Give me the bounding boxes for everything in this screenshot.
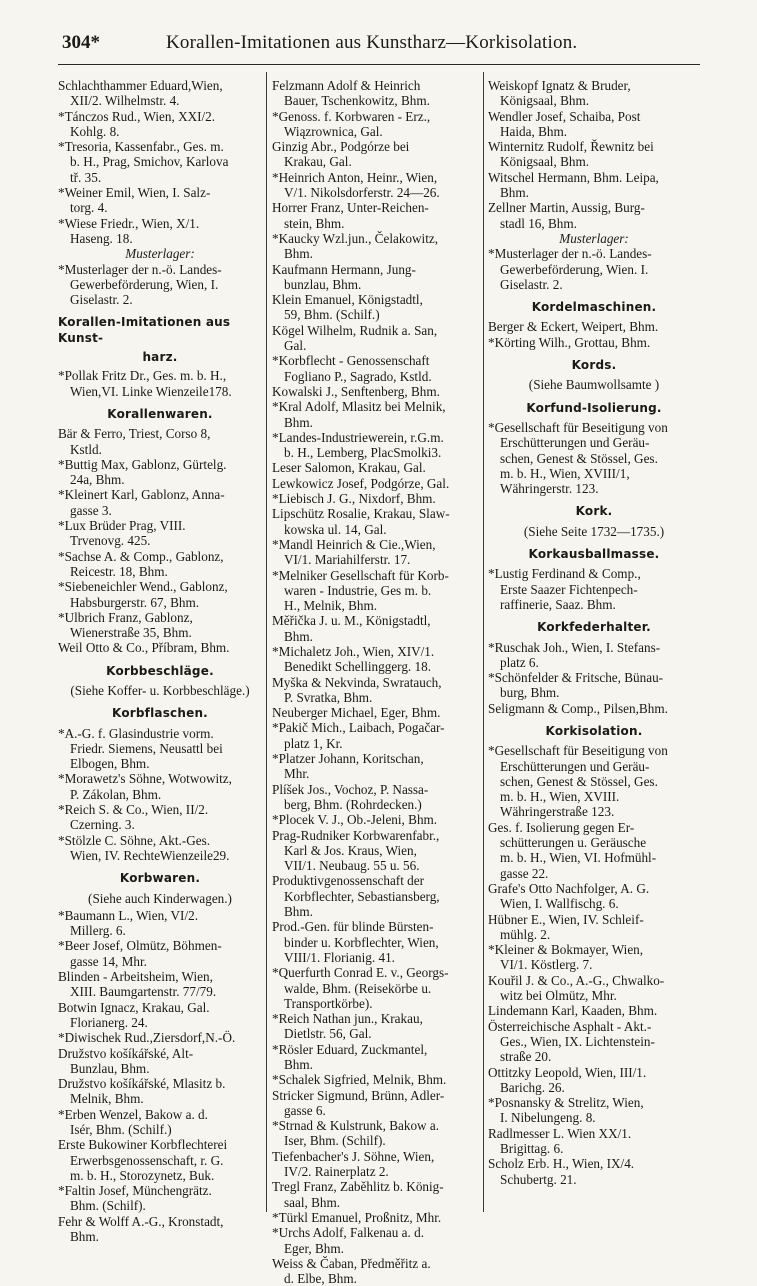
entry-line: Horrer Franz, Unter-Reichen- [272, 200, 429, 216]
entry-continuation-line: Eger, Bhm. [284, 1240, 344, 1256]
entry-line: Hübner E., Wien, IV. Schleif- [488, 911, 644, 927]
entry-continuation-line: H., Melnik, Bhm. [284, 598, 378, 614]
entry-continuation-line: Königsaal, Bhm. [500, 93, 590, 109]
entry-continuation-line: Millerg. 6. [70, 923, 126, 939]
entry-continuation-line: mühlg. 2. [500, 926, 551, 942]
entry-continuation-line: binder u. Korbflechter, Wien, [284, 934, 439, 950]
cross-reference-note: (Siehe auch Kinderwagen.) [88, 890, 232, 906]
entry-line: *Querfurth Conrad E. v., Georgs- [272, 965, 449, 981]
entry-line: Stricker Sigmund, Brünn, Adler- [272, 1087, 445, 1103]
entry-continuation-line: schen, Genest & Stössel, Ges. [500, 773, 658, 789]
entry-line: Erste Bukowiner Korbflechterei [58, 1137, 228, 1153]
entry-line: Klein Emanuel, Königstadtl, [272, 292, 423, 308]
entry-line: Schlachthammer Eduard,Wien, [58, 78, 223, 93]
entry-continuation-line: Erschütterungen und Geräu- [500, 758, 650, 774]
entry-line: Weiskopf Ignatz & Bruder, [488, 78, 631, 93]
entry-line: *Beer Josef, Olmütz, Böhmen- [58, 938, 222, 954]
column-middle [272, 78, 480, 1286]
entry-line: Kouřil J. & Co., A.-G., Chwalko- [488, 972, 665, 988]
entry-continuation-line: straße 20. [500, 1049, 552, 1065]
entry-continuation-line: 24a, Bhm. [70, 472, 125, 488]
entry-line: Zellner Martin, Aussig, Burg- [488, 200, 645, 216]
entry-line: Měřička J. u. M., Königstadtl, [272, 613, 431, 629]
entry-line: *Tresoria, Kassenfabr., Ges. m. [58, 139, 224, 155]
entry-line: *Musterlager der n.-ö. Landes- [488, 246, 652, 262]
entry-line: *Türkl Emanuel, Proßnitz, Mhr. [272, 1209, 442, 1225]
entry-continuation-line: b. H., Prag, Smichov, Karlova [70, 154, 229, 170]
entry-line: Scholz Erb. H., Wien, IX/4. [488, 1156, 635, 1172]
entry-line: Wendler Josef, Schaiba, Post [488, 108, 641, 124]
entry-continuation-line: torg. 4. [70, 200, 108, 216]
entry-line: Österreichische Asphalt - Akt.- [488, 1018, 652, 1034]
entry-line: *Rösler Eduard, Zuckmantel, [272, 1041, 428, 1057]
entry-line: *Lustig Ferdinand & Comp., [488, 566, 641, 582]
subsection-label: Musterlager: [125, 246, 195, 262]
entry-continuation-line: platz 1, Kr. [284, 735, 343, 751]
entry-continuation-line: m. b. H., Wien, XVIII. [500, 789, 620, 805]
entry-continuation-line: Dietlstr. 56, Gal. [284, 1026, 372, 1042]
entry-line: Grafe's Otto Nachfolger, A. G. [488, 880, 650, 896]
entry-continuation-line: stadl 16, Bhm. [500, 215, 577, 231]
entry-continuation-line: VI/1. Köstlerg. 7. [500, 957, 593, 973]
entry-continuation-line: IV/2. Rainerplatz 2. [284, 1164, 389, 1180]
entry-continuation-line: P. Zákolan, Bhm. [70, 786, 162, 802]
entry-continuation-line: Trvenovg. 425. [70, 533, 151, 549]
entry-continuation-line: Wiązrownica, Gal. [284, 123, 383, 139]
entry-line: Winternitz Rudolf, Řewnitz bei [488, 139, 654, 155]
entry-line: Ginzig Abr., Podgórze bei [272, 139, 410, 155]
entry-continuation-line: Mhr. [284, 766, 310, 782]
entry-continuation-line: Bhm. [70, 1229, 99, 1245]
entry-continuation-line: Krakau, Gal. [284, 154, 352, 170]
entry-line: *Pollak Fritz Dr., Ges. m. b. H., [58, 368, 227, 384]
entry-line: Prag-Rudniker Korbwarenfabr., [272, 827, 440, 843]
entry-line: *Stölzle C. Söhne, Akt.-Ges. [58, 832, 211, 848]
entry-continuation-line: Czerning. 3. [70, 817, 135, 833]
entry-continuation-line: waren - Industrie, Ges m. b. [284, 582, 432, 598]
entry-continuation-line: Reicestr. 18, Bhm. [70, 563, 168, 579]
entry-continuation-line: 59, Bhm. (Schilf.) [284, 307, 380, 323]
entry-continuation-line: berg, Bhm. (Rohrdecken.) [284, 796, 422, 812]
entry-line: *Platzer Johann, Koritschan, [272, 751, 424, 767]
entry-line: *Körting Wilh., Grottau, Bhm. [488, 334, 651, 350]
entry-continuation-line: Kstld. [70, 441, 102, 457]
section-heading: Korbflaschen. [112, 706, 208, 721]
entry-line: Leser Salomon, Krakau, Gal. [272, 460, 426, 476]
entry-line: *Posnansky & Strelitz, Wien, [488, 1095, 644, 1111]
section-heading: Kork. [575, 504, 613, 519]
entry-line: Myška & Nekvinda, Swratauch, [272, 674, 442, 690]
entry-continuation-line: Korbflechter, Sebastiansberg, [284, 888, 440, 904]
entry-continuation-line: Bhm. [284, 414, 313, 430]
entry-continuation-line: Friedr. Siemens, Neusattl bei [70, 740, 223, 756]
entry-continuation-line: m. b. H., Wien, VI. Hofmühl- [500, 850, 657, 866]
entry-continuation-line: schen, Genest & Stössel, Ges. [500, 450, 658, 466]
entry-continuation-line: gasse 14, Mhr. [70, 953, 147, 969]
cross-reference-note: (Siehe Koffer- u. Korbbeschläge.) [70, 682, 250, 698]
entry-continuation-line: I. Nibelungeng. 8. [500, 1110, 596, 1126]
entry-line: *Kral Adolf, Mlasitz bei Melnik, [272, 399, 446, 415]
header-rule [58, 64, 700, 65]
entry-line: Ottitzky Leopold, Wien, III/1. [488, 1064, 647, 1080]
entry-continuation-line: Brigittag. 6. [500, 1141, 564, 1156]
entry-line: *Michaletz Joh., Wien, XIV/1. [272, 643, 435, 659]
entry-continuation-line: Schubertg. 21. [500, 1171, 577, 1187]
entry-continuation-line: Wien, IV. RechteWienzeile29. [70, 847, 230, 863]
entry-line: *Liebisch J. G., Nixdorf, Bhm. [272, 491, 436, 507]
entry-continuation-line: Habsburgerstr. 67, Bhm. [70, 594, 200, 610]
entry-line: Neuberger Michael, Eger, Bhm. [272, 705, 441, 721]
entry-line: *Sachse A. & Comp., Gablonz, [58, 548, 224, 564]
entry-line: *Buttig Max, Gablonz, Gürtelg. [58, 456, 227, 472]
entry-continuation-line: Haseng. 18. [70, 230, 133, 246]
entry-continuation-line: VII/1. Neubaug. 55 u. 56. [284, 858, 420, 874]
entry-line: *Plocek V. J., Ob.-Jeleni, Bhm. [272, 812, 438, 828]
entry-continuation-line: Fogliano P., Sagrado, Kstld. [284, 368, 432, 384]
entry-continuation-line: gasse 22. [500, 865, 549, 881]
entry-line: Weiss & Čaban, Předměřitz a. [272, 1255, 431, 1271]
entry-line: *Musterlager der n.-ö. Landes- [58, 261, 222, 277]
entry-continuation-line: Wien,VI. Linke Wienzeile178. [70, 383, 232, 399]
entry-line: *Faltin Josef, Münchengrätz. [58, 1183, 212, 1199]
entry-continuation-line: gasse 6. [284, 1102, 326, 1118]
entry-line: Družstvo košíkářské, Mlasitz b. [58, 1076, 226, 1092]
entry-continuation-line: Giselastr. 2. [500, 276, 563, 292]
entry-line: *Genoss. f. Korbwaren - Erz., [272, 108, 431, 124]
entry-line: *Kaucky Wzl.jun., Čelakowitz, [272, 230, 439, 246]
entry-continuation-line: P. Svratka, Bhm. [284, 689, 373, 705]
page-title: Korallen-Imitationen aus Kunstharz—Korkisolation. [166, 32, 578, 53]
entry-line: Lindemann Karl, Kaaden, Bhm. [488, 1003, 658, 1019]
entry-line: Tregl Franz, Zaběhlitz b. König- [272, 1179, 444, 1195]
section-heading: Korallen-Imitationen aus Kunst- [58, 315, 231, 345]
entry-line: *Morawetz's Söhne, Wotwowitz, [58, 771, 232, 787]
entry-continuation-line: Isér, Bhm. (Schilf.) [70, 1122, 172, 1137]
entry-line: Kaufmann Hermann, Jung- [272, 261, 416, 277]
section-heading: Korkisolation. [545, 723, 643, 738]
entry-continuation-line: Florianerg. 24. [70, 1014, 148, 1030]
entry-continuation-line: Iser, Bhm. (Schilf). [284, 1133, 386, 1149]
entry-continuation-line: m. b. H., Wien, XVIII/1, [500, 465, 630, 481]
entry-continuation-line: Währingerstraße 123. [500, 804, 615, 820]
entry-continuation-line: m. b. H., Storozynetz, Buk. [70, 1167, 215, 1183]
section-heading: Korkfederhalter. [537, 620, 651, 635]
entry-continuation-line: Bhm. [284, 628, 313, 644]
entry-continuation-line: platz 6. [500, 654, 539, 670]
entry-continuation-line: Karl & Jos. Kraus, Wien, [284, 842, 417, 858]
entry-line: *Kleinert Karl, Gablonz, Anna- [58, 487, 225, 503]
entry-continuation-line: tř. 35. [70, 169, 102, 185]
entry-line: *Mandl Heinrich & Cie.,Wien, [272, 536, 436, 552]
entry-continuation-line: V/1. Nikolsdorferstr. 24—26. [284, 185, 440, 201]
entry-line: Seligmann & Comp., Pilsen,Bhm. [488, 700, 668, 716]
entry-continuation-line: Gewerbeförderung, Wien, I. [70, 276, 219, 292]
entry-continuation-line: Königsaal, Bhm. [500, 154, 590, 170]
entry-continuation-line: Währingerstr. 123. [500, 481, 599, 497]
entry-line: *Tánczos Rud., Wien, XXI/2. [58, 108, 216, 124]
cross-reference-note: (Siehe Baumwollsamte ) [528, 377, 660, 393]
entry-line: *Strnad & Kulstrunk, Bakow a. [272, 1118, 440, 1134]
entry-continuation-line: VIII/1. Florianig. 41. [284, 949, 395, 965]
entry-continuation-line: Giselastr. 2. [70, 292, 133, 308]
section-heading: Korfund-Isolierung. [526, 400, 662, 415]
entry-continuation-line: XII/2. Wilhelmstr. 4. [70, 93, 180, 109]
entry-line: *Weiner Emil, Wien, I. Salz- [58, 185, 211, 201]
entry-line: *Reich S. & Co., Wien, II/2. [58, 802, 209, 818]
entry-continuation-line: Erwerbsgenossenschaft, r. G. [70, 1152, 224, 1168]
entry-line: Kögel Wilhelm, Rudnik a. San, [272, 322, 438, 338]
entry-continuation-line: Bhm. [284, 246, 313, 262]
column-divider [266, 72, 267, 1212]
entry-line: *Erben Wenzel, Bakow a. d. [58, 1106, 208, 1122]
entry-line: *A.-G. f. Glasindustrie vorm. [58, 725, 214, 741]
entry-line: *Urchs Adolf, Falkenau a. d. [272, 1225, 424, 1241]
entry-line: Produktivgenossenschaft der [272, 873, 424, 889]
section-heading: Korkausballmasse. [528, 547, 660, 562]
entry-continuation-line: stein, Bhm. [284, 215, 345, 231]
entry-continuation-line: Wienerstraße 35, Bhm. [70, 625, 192, 641]
section-heading: Korbbeschläge. [106, 663, 214, 678]
entry-line: Družstvo košíkářské, Alt- [58, 1045, 194, 1061]
section-heading: Korbwaren. [119, 871, 201, 886]
entry-continuation-line: gasse 3. [70, 502, 112, 518]
entry-line: Lipschütz Rosalie, Krakau, Slaw- [272, 506, 450, 522]
entry-continuation-line: Bunzlau, Bhm. [70, 1060, 150, 1076]
page-header [0, 32, 757, 60]
entry-continuation-line: Melnik, Bhm. [70, 1091, 144, 1107]
entry-continuation-line: kowska ul. 14, Gal. [284, 521, 387, 537]
entry-line: Felzmann Adolf & Heinrich [272, 78, 421, 93]
entry-line: Lewkowicz Josef, Podgórze, Gal. [272, 475, 450, 491]
entry-continuation-line: Erste Saazer Fichtenpech- [500, 581, 638, 597]
entry-line: *Gesellschaft für Beseitigung von [488, 419, 668, 435]
entry-line: *Gesellschaft für Beseitigung von [488, 743, 668, 759]
entry-continuation-line: Benedikt Schellinggerg. 18. [284, 659, 431, 675]
entry-continuation-line: Bauer, Tschenkowitz, Bhm. [284, 93, 430, 109]
entry-continuation-line: saal, Bhm. [284, 1194, 341, 1210]
section-heading: harz. [142, 350, 178, 365]
entry-continuation-line: Kohlg. 8. [70, 123, 120, 139]
entry-continuation-line: schütterungen u. Geräusche [500, 835, 647, 851]
section-heading: Korallenwaren. [107, 406, 213, 421]
entry-continuation-line: Barichg. 26. [500, 1079, 565, 1095]
section-heading: Kords. [571, 358, 617, 373]
entry-line: *Wiese Friedr., Wien, X/1. [58, 215, 200, 231]
entry-line: *Diwischek Rud.,Ziersdorf,N.-Ö. [58, 1030, 236, 1046]
entry-line: Plíšek Jos., Vochoz, P. Nassa- [272, 781, 429, 797]
entry-line: *Heinrich Anton, Heinr., Wien, [272, 169, 438, 185]
entry-continuation-line: walde, Bhm. (Reisekörbe u. [284, 980, 432, 996]
column-left [58, 78, 262, 1245]
entry-line: *Pakič Mich., Laibach, Pogačar- [272, 720, 445, 736]
entry-continuation-line: b. H., Lemberg, PlacSmolki3. [284, 445, 442, 461]
column-right [488, 78, 700, 1208]
entry-continuation-line: Haida, Bhm. [500, 123, 568, 139]
entry-line: *Baumann L., Wien, VI/2. [58, 907, 198, 923]
entry-continuation-line: Bhm. [500, 185, 529, 201]
entry-line: *Reich Nathan jun., Krakau, [272, 1011, 423, 1027]
entry-continuation-line: Bhm. (Schilf). [70, 1198, 146, 1214]
section-heading: Kordelmaschinen. [531, 300, 657, 315]
column-divider [483, 72, 484, 1212]
cross-reference-note: (Siehe Seite 1732—1735.) [523, 523, 665, 539]
entry-line: Fehr & Wolff A.-G., Kronstadt, [58, 1213, 224, 1229]
entry-line: *Lux Brüder Prag, VIII. [58, 518, 186, 534]
entry-line: Ges. f. Isolierung gegen Er- [488, 819, 635, 835]
entry-line: *Melniker Gesellschaft für Korb- [272, 567, 449, 583]
entry-line: *Landes-Industriewerein, r.G.m. [272, 429, 444, 445]
entry-continuation-line: VI/1. Mariahilferstr. 17. [284, 552, 411, 568]
entry-continuation-line: Gewerbeförderung, Wien. I. [500, 261, 649, 277]
entry-line: Weil Otto & Co., Příbram, Bhm. [58, 640, 230, 656]
entry-line: *Ulbrich Franz, Gablonz, [58, 609, 193, 625]
entry-line: Kowalski J., Senftenberg, Bhm. [272, 383, 440, 399]
entry-continuation-line: d. Elbe, Bhm. [284, 1271, 357, 1286]
entry-line: Witschel Hermann, Bhm. Leipa, [488, 169, 659, 185]
entry-line: *Ruschak Joh., Wien, I. Stefans- [488, 639, 661, 655]
page-number: 304* [62, 32, 100, 53]
entry-line: *Korbflecht - Genossenschaft [272, 353, 430, 369]
entry-line: Blinden - Arbeitsheim, Wien, [58, 969, 213, 985]
entry-line: Bär & Ferro, Triest, Corso 8, [58, 426, 211, 442]
entry-line: Botwin Ignacz, Krakau, Gal. [58, 999, 210, 1015]
entry-continuation-line: witz bei Olmütz, Mhr. [500, 988, 617, 1004]
entry-continuation-line: Erschütterungen und Geräu- [500, 435, 650, 451]
entry-line: *Schönfelder & Fritsche, Bünau- [488, 670, 664, 686]
entry-continuation-line: burg, Bhm. [500, 685, 560, 701]
subsection-label: Musterlager: [559, 230, 629, 246]
entry-continuation-line: Bhm. [284, 1057, 313, 1072]
entry-line: Prod.-Gen. für blinde Bürsten- [272, 919, 434, 935]
entry-continuation-line: Ges., Wien, IX. Lichtenstein- [500, 1033, 655, 1049]
entry-continuation-line: XIII. Baumgartenstr. 77/79. [70, 984, 217, 1000]
entry-line: *Schalek Sigfried, Melnik, Bhm. [272, 1072, 447, 1088]
entry-continuation-line: Elbogen, Bhm. [70, 756, 150, 772]
entry-continuation-line: Gal. [284, 338, 307, 354]
entry-continuation-line: bunzlau, Bhm. [284, 276, 362, 292]
entry-line: *Siebeneichler Wend., Gablonz, [58, 579, 228, 595]
entry-continuation-line: raffinerie, Saaz. Bhm. [500, 596, 616, 612]
entry-continuation-line: Bhm. [284, 904, 313, 920]
entry-continuation-line: Wien, I. Wallfischg. 6. [500, 896, 619, 912]
entry-continuation-line: Transportkörbe). [284, 995, 373, 1011]
entry-line: *Kleiner & Bokmayer, Wien, [488, 942, 644, 958]
entry-line: Radlmesser L. Wien XX/1. [488, 1125, 632, 1141]
entry-line: Berger & Eckert, Weipert, Bhm. [488, 319, 659, 335]
entry-line: Tiefenbacher's J. Söhne, Wien, [272, 1148, 435, 1164]
